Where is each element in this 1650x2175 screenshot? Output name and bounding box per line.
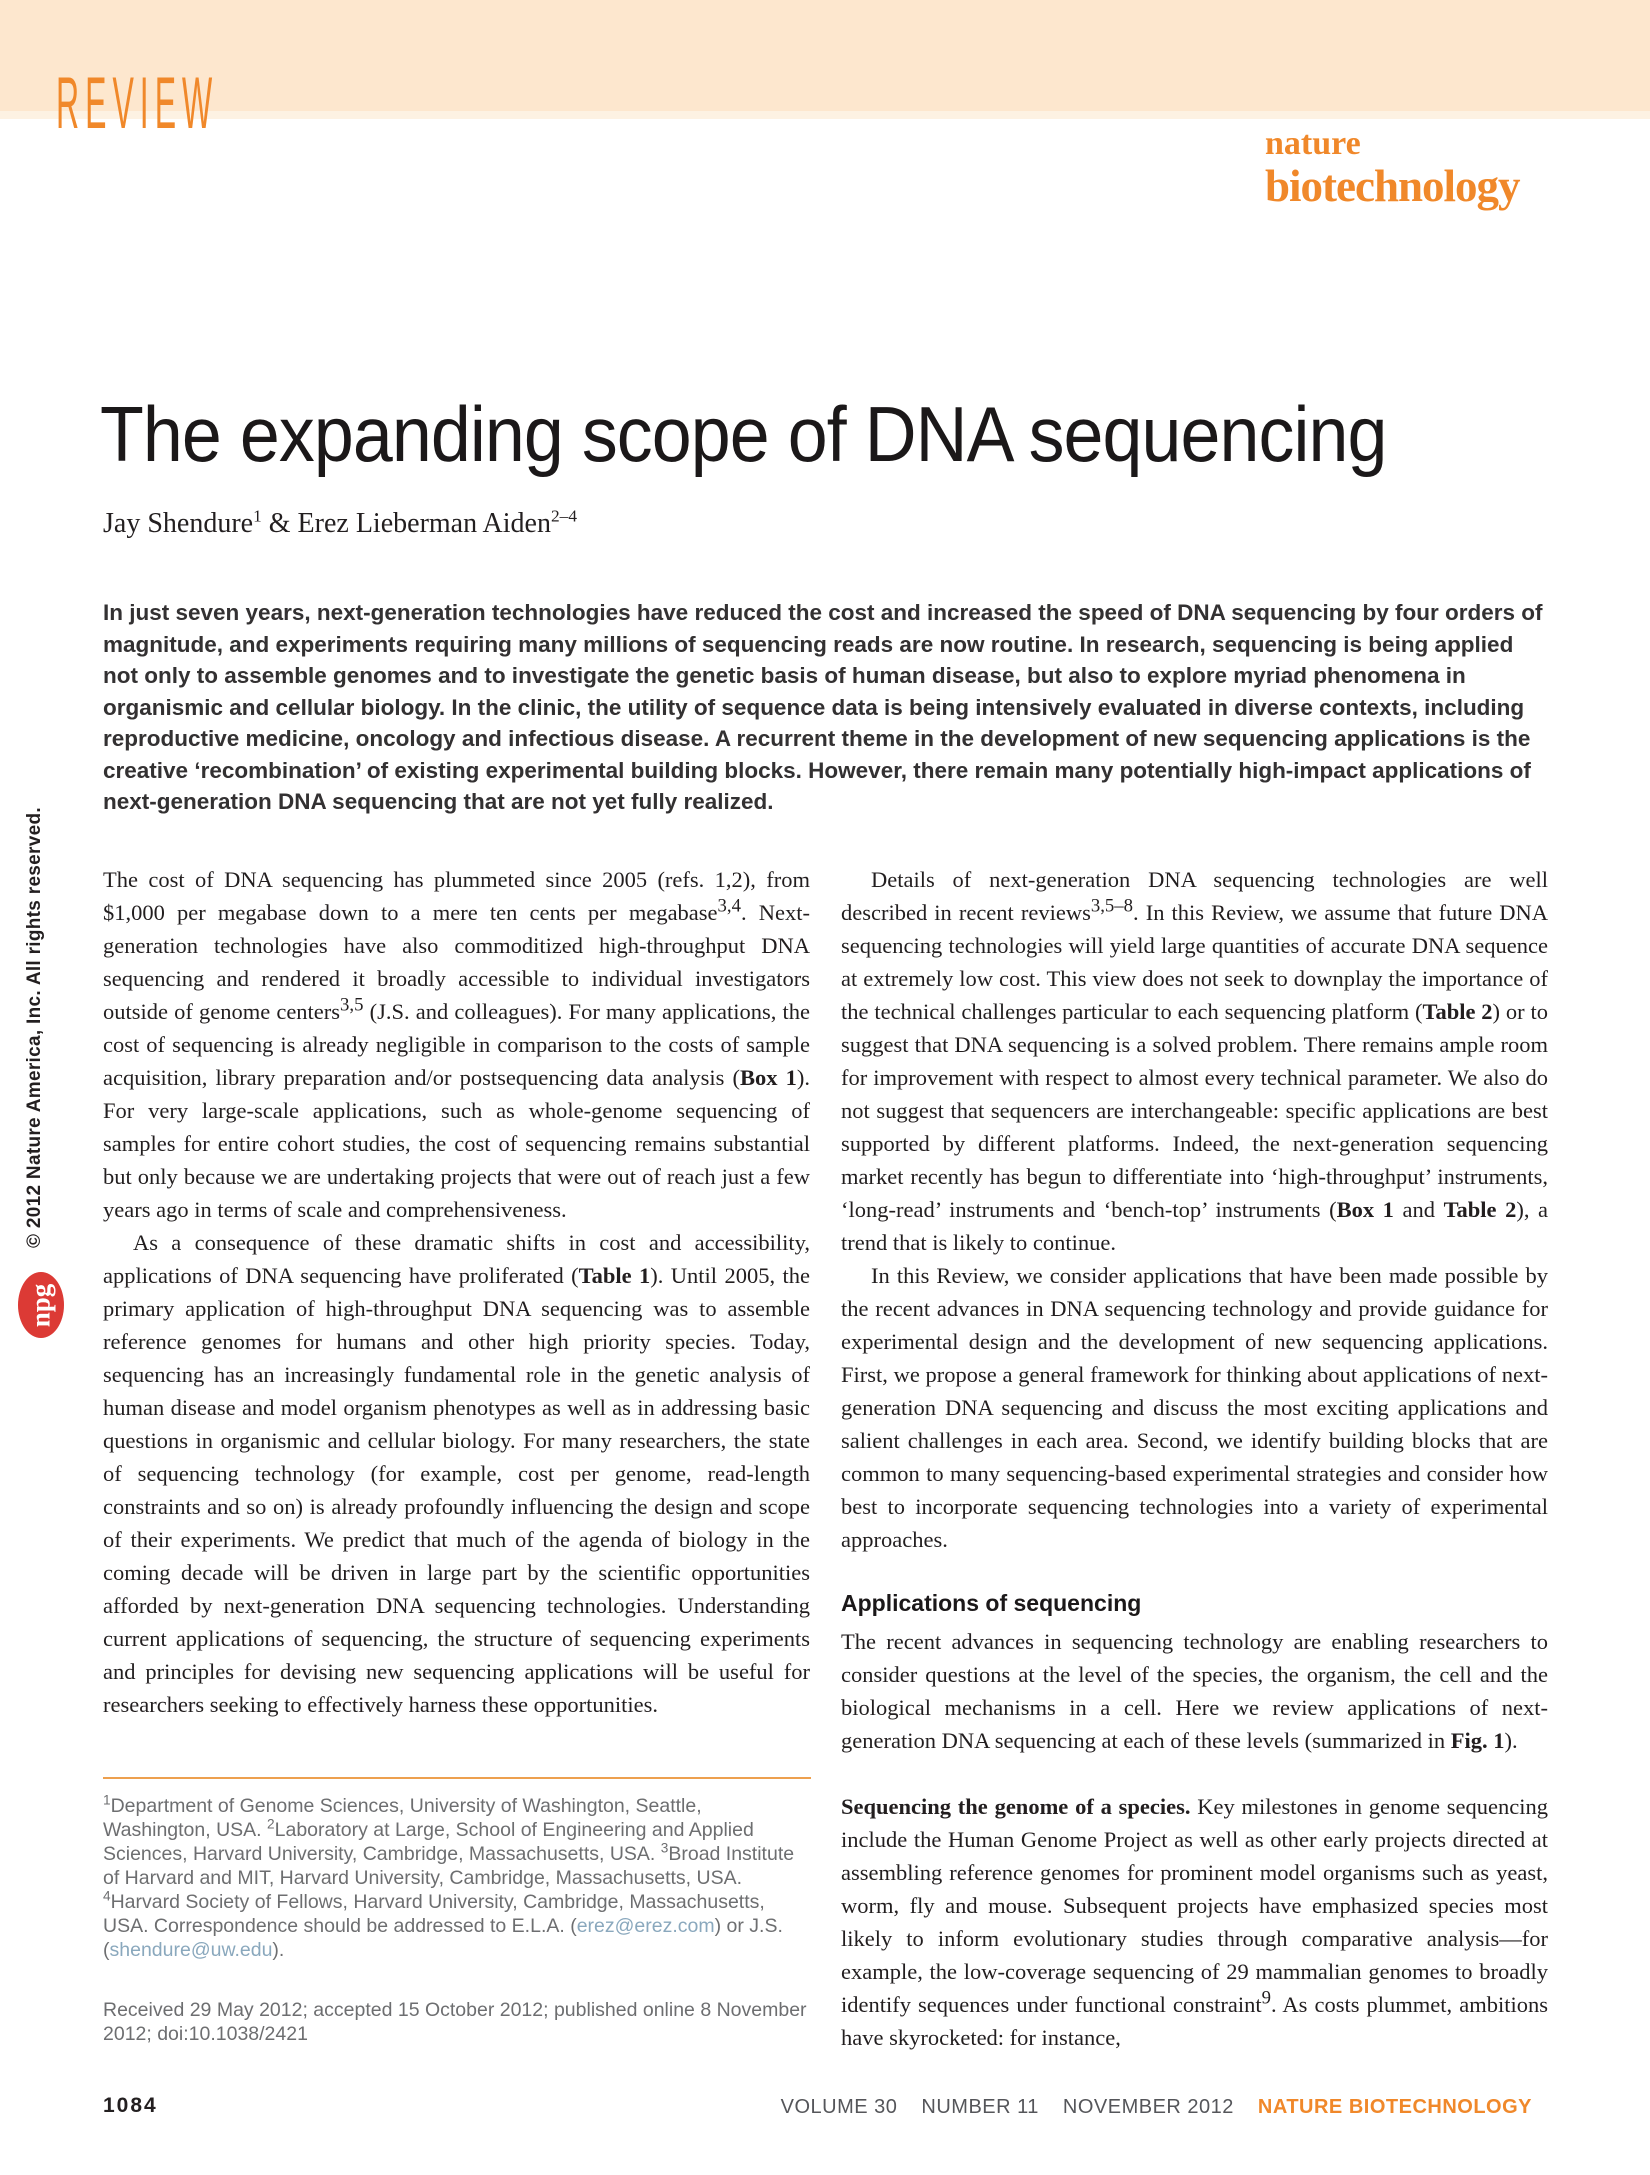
npg-logo (18, 1272, 64, 1338)
footnote-divider-rule (103, 1777, 811, 1779)
email-link-js[interactable]: shendure@uw.edu (109, 1939, 273, 1961)
logo-biotechnology-text: biotechnology (1265, 161, 1520, 211)
review-label: REVIEW (56, 61, 219, 145)
logo-nature-text: nature (1265, 125, 1361, 162)
body-paragraph: In this Review, we consider applications that have been made possible by the recent advances in DNA sequencing technology and provide guidance for experimental design and the development of new sequencing applications. First, we propose a general framework for thinking about applications of next-generation DNA sequencing and discuss the most exciting applications and salient challenges in each area. Second, we identify building blocks that are common to many sequencing-based experimental strategies and consider how best to incorporate sequencing technologies into a variety of experimental approaches. (841, 1263, 1548, 1552)
nature-biotechnology-logo (1265, 127, 1520, 209)
body-paragraph: The cost of DNA sequencing has plummeted since 2005 (refs. 1,2), from $1,000 per megabase down to a mere ten cents per megabase$^{3,4}$. Next-generation technologies have also commoditized high-throughput DNA sequencing and rendered it broadly accessible to individual investigators outside of genome centers$^{3,5}$ (J.S. and colleagues). For many applications, the cost of sequencing is already negligible in comparison to the costs of sample acquisition, library preparation and/or postsequencing data analysis (Box 1). For very large-scale applications, such as whole-genome sequencing of samples for entire cohort studies, the cost of sequencing remains substantial but only because we are undertaking projects that were out of reach just a few years ago in terms of scale and comprehensiveness. (103, 867, 811, 1222)
affiliations-text: $^1$Department of Genome Sciences, University of Washington, Seattle, Washington, USA. $^2$Laboratory at Large, School of Engineering and Applied Sciences, Harvard University, Cambridge, Massachusetts, USA. $^3$Broad Institute of Harvard and MIT, Harvard University, Cambridge, Massachusetts, USA. $^4$Harvard Society of Fellows, Harvard University, Cambridge, Massachusetts, USA. Correspondence should be addressed to E.L.A. (erez@erez.com) or J.S. (shendure@uw.edu). (103, 1792, 795, 1961)
body-paragraph: The recent advances in sequencing technology are enabling researchers to consider questions at the level of the species, the organism, the cell and the biological mechanisms in a cell. Here we review applications of next-generation DNA sequencing at each of these levels (summarized in Fig. 1). (841, 1629, 1548, 1753)
body-paragraph: Details of next-generation DNA sequencing technologies are well described in recent reviews$^{3,5-8}$. In this Review, we assume that future DNA sequencing technologies will yield large quantities of accurate DNA sequence at extremely low cost. This view does not seek to downplay the importance of the technical challenges particular to each sequencing platform (Table 2) or to suggest that DNA sequencing is a solved problem. There remains ample room for improvement with respect to almost every technical parameter. We also do not suggest that sequencers are interchangeable: specific applications are best supported by different platforms. Indeed, the next-generation sequencing market recently has begun to differentiate into ‘high-throughput’ instruments, ‘long-read’ instruments and ‘bench-top’ instruments (Box 1 and Table 2), a trend that is likely to continue. (841, 867, 1549, 1255)
right-column (841, 863, 1548, 2054)
page-number: 1084 (103, 2094, 158, 2117)
masthead-band (0, 0, 1650, 119)
body-paragraph: Sequencing the genome of a species. Key milestones in genome sequencing include the Human Genome Project as well as other early projects directed at assembling reference genomes for prominent model organisms such as yeast, worm, fly and mouse. Subsequent projects have emphasized species most likely to inform evolutionary studies through comparative analysis—for example, the low-coverage sequencing of 29 mammalian genomes to broadly identify sequences under functional constraint$^9$. As costs plummet, ambitions have skyrocketed: for instance, (841, 1794, 1548, 2050)
footer-number: NUMBER 11 (921, 2096, 1039, 2118)
footer-issue-line (781, 2096, 1532, 2119)
footer-journal-name: NATURE BIOTECHNOLOGY (1257, 2096, 1532, 2118)
abstract-paragraph: In just seven years, next-generation technologies have reduced the cost and increased the speed of DNA sequencing by four orders of magnitude, and experiments requiring many millions of sequencing reads are now routine. In research, sequencing is being applied not only to assemble genomes and to investigate the genetic basis of human disease, but also to explore myriad phenomena in organismic and cellular biology. In the clinic, the utility of sequence data is being intensively evaluated in diverse contexts, including reproductive medicine, oncology and infectious disease. A recurrent theme in the development of new sequencing applications is the creative ‘recombination’ of existing experimental building blocks. However, there remain many potentially high-impact applications of next-generation DNA sequencing that are not yet fully realized. (103, 600, 1543, 814)
body-paragraph: As a consequence of these dramatic shifts in cost and accessibility, applications of DNA sequencing have proliferated (Table 1). Until 2005, the primary application of high-throughput DNA sequencing was to assemble reference genomes for humans and other high priority species. Today, sequencing has an increasingly fundamental role in the genetic analysis of human disease and model organism phenotypes as well as in addressing basic questions in organismic and cellular biology. For many researchers, the state of sequencing technology (for example, cost per genome, read-length constraints and so on) is already profoundly influencing the design and scope of their experiments. We predict that much of the agenda of biology in the coming decade will be driven in large part by the scientific opportunities afforded by next-generation DNA sequencing technologies. Understanding current applications of sequencing, the structure of sequencing experiments and principles for devising new sequencing applications will be useful for researchers seeking to effectively harness these opportunities. (103, 1230, 810, 1717)
left-column (103, 863, 810, 1721)
footnote-block (103, 1794, 811, 2046)
footer-date: NOVEMBER 2012 (1062, 2096, 1234, 2118)
footer-volume: VOLUME 30 (780, 2096, 898, 2118)
copyright-vertical-text: © 2012 Nature America, Inc. All rights reserved. (24, 807, 45, 1248)
npg-logo-text: npg (25, 1283, 56, 1327)
author-line: Jay Shendure$^1$ & Erez Lieberman Aiden$^{2-4}$ (103, 506, 578, 539)
section-heading-applications: Applications of sequencing (841, 1590, 1142, 1616)
article-title: The expanding scope of DNA sequencing (100, 390, 1387, 478)
article-history-text: Received 29 May 2012; accepted 15 October 2012; published online 8 November 2012; doi:10.1038/2421 (103, 1999, 807, 2045)
email-link-ela[interactable]: erez@erez.com (576, 1915, 715, 1937)
